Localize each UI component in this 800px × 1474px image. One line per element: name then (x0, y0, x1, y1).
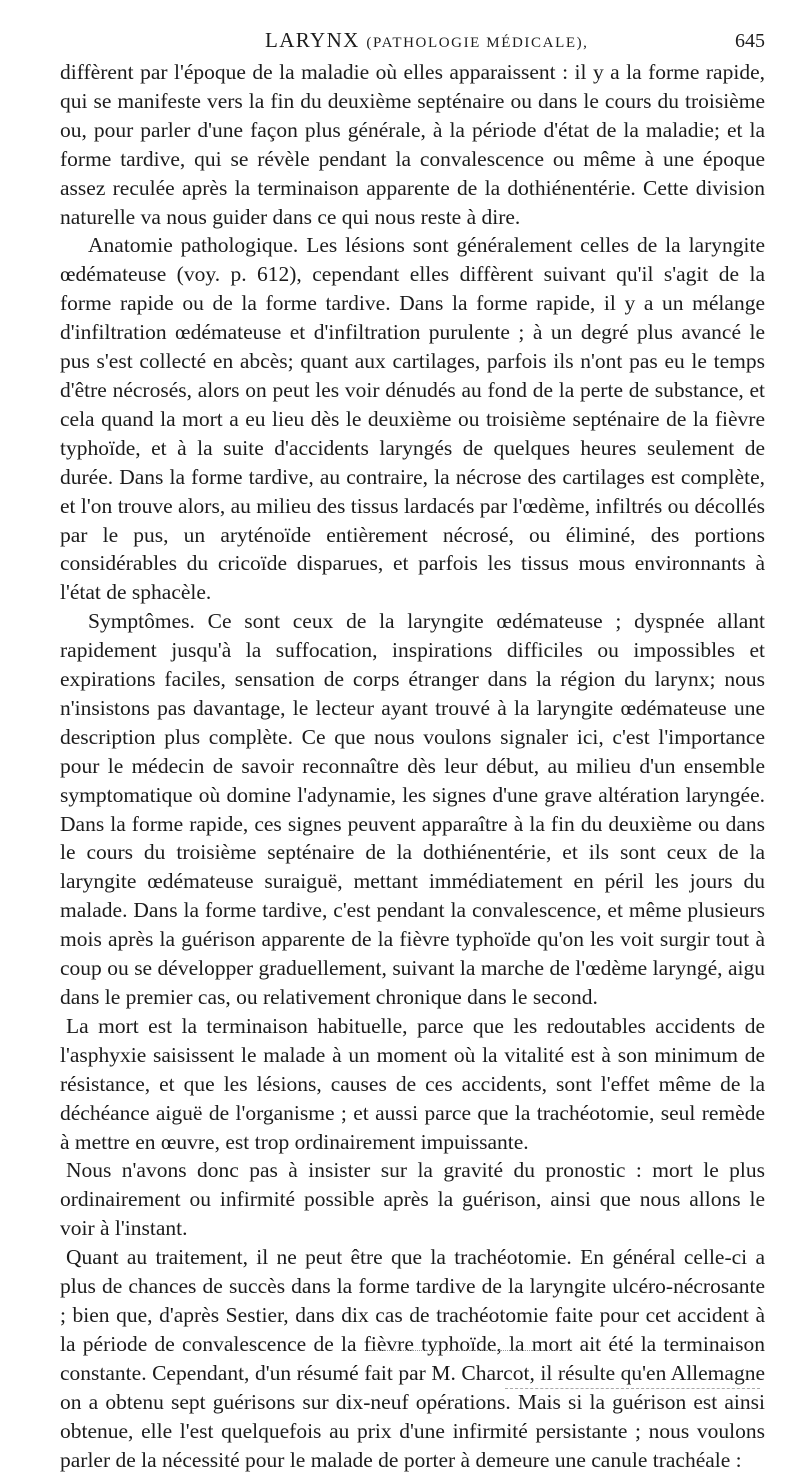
running-title-sub: (PATHOLOGIE MÉDICALE), (366, 35, 589, 51)
footer-dotted-rule (370, 1350, 570, 1352)
body-text (60, 58, 765, 1474)
paragraph-pronostic: Nous n'avons donc pas à insister sur la gravité du pronostic : mort le plus ordinairement ou infirmité possible après la guérison, ainsi que nous allons le voir à l'instant. (60, 1158, 765, 1241)
paragraph-traitement: Quant au traitement, il ne peut être que la trachéotomie. En général celle-ci a plus de chances de succès dans la forme tardive de la laryngite ulcéro-nécrosante ; bien que, d'après Sestier, dans dix cas de trachéotomie faite pour cet accident à la période de convalescence de la fièvre typhoïde, la mort ait été la terminaison constante. Cependant, d'un résumé fait par M. Charcot, il résulte qu'en Allemagne on a obtenu sept guérisons sur dix-neuf opérations. Mais si la guérison est ainsi obtenue, elle l'est quelquefois au prix d'une infirmité persistante ; nous voulons parler de la nécessité pour le malade de porter à demeure une canule trachéale : (60, 1245, 765, 1472)
paragraph-anatomie-pathologique: Anatomie pathologique. Les lésions sont généralement celles de la laryngite œdémateuse (voy. p. 612), cependant elles diffèrent suivant qu'il s'agit de la forme rapide ou de la forme tardive. Dans la forme rapide, il y a un mélange d'infiltration œdémateuse et d'infiltration purulente ; à un degré plus avancé le pus s'est collecté en abcès; quant aux cartilages, parfois ils n'ont pas eu le temps d'être nécrosés, alors on peut les voir dénudés au fond de la perte de substance, et cela quand la mort a eu lieu dès le deuxième ou troisième septénaire de la fièvre typhoïde, et à la suite d'accidents laryngés de quelques heures seulement de durée. Dans la forme tardive, au contraire, la nécrose des cartilages est complète, et l'on trouve alors, au milieu des tissus lardacés par l'œdème, infiltrés ou décollés par le pus, un aryténoïde entièrement nécrosé, ou éliminé, des portions considérables du cricoïde disparues, et parfois les tissus mous environnants à l'état de sphacèle. (60, 233, 765, 605)
footer-dashed-rule (505, 1388, 760, 1390)
book-page (60, 18, 765, 1474)
running-title (265, 28, 589, 53)
paragraph-mort: La mort est la terminaison habituelle, parce que les redoutables accidents de l'asphyxie saisissent le malade à un moment où la vitalité est à son minimum de résistance, et que les lésions, causes de ces accidents, sont l'effet même de la déchéance aiguë de l'organisme ; et aussi parce que la trachéotomie, seul remède à mettre en œuvre, est trop ordinairement impuissante. (60, 1013, 765, 1154)
paragraph-continuation: diffèrent par l'époque de la maladie où elles apparaissent : il y a la forme rapide, qui se manifeste vers la fin du deuxième septénaire ou dans le cours du troisième ou, pour parler d'une façon plus générale, à la période d'état de la maladie; et la forme tardive, qui se révèle pendant la convalescence ou même à une époque assez reculée après la terminaison apparente de la dothiénentérie. Cette division naturelle va nous guider dans ce qui nous reste à dire. (60, 60, 765, 229)
running-title-main: LARYNX (265, 28, 360, 52)
running-head (60, 18, 765, 58)
page-number: 645 (735, 30, 765, 52)
paragraph-symptomes: Symptômes. Ce sont ceux de la laryngite œdémateuse ; dyspnée allant rapidement jusqu'à la suffocation, inspirations difficiles ou impossibles et expirations faciles, sensation de corps étranger dans la région du larynx; nous n'insistons pas davantage, le lecteur ayant trouvé à la laryngite œdémateuse une description plus complète. Ce que nous voulons signaler ici, c'est l'importance pour le médecin de savoir reconnaître dès leur début, au milieu d'un ensemble symptomatique où domine l'adynamie, les signes d'une grave altération laryngée. Dans la forme rapide, ces signes peuvent apparaître à la fin du deuxième ou dans le cours du troisième septénaire de la dothiénentérie, et ils sont ceux de la laryngite œdémateuse suraiguë, mettant immédiatement en péril les jours du malade. Dans la forme tardive, c'est pendant la convalescence, et même plusieurs mois après la guérison apparente de la fièvre typhoïde qu'on les voit surgir tout à coup ou se développer graduellement, suivant la marche de l'œdème laryngé, aigu dans le premier cas, ou relativement chronique dans le second. (60, 609, 765, 1009)
